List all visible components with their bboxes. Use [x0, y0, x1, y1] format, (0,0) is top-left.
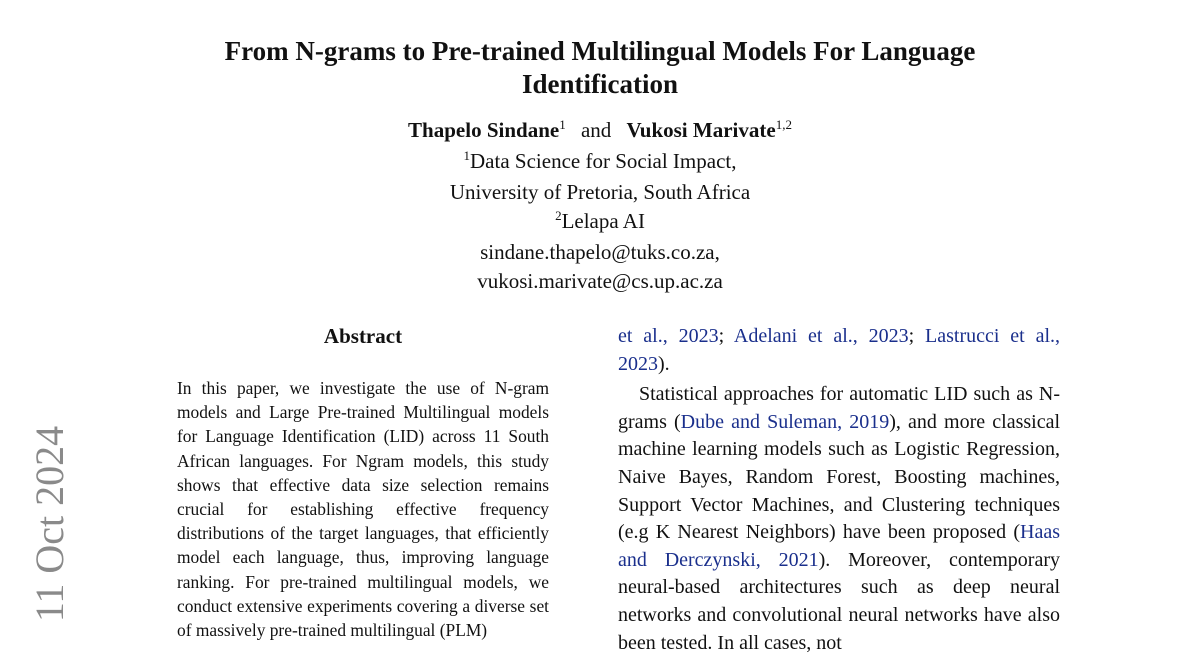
affiliation-line [300, 207, 900, 238]
author-block [300, 116, 900, 296]
author-superscript: 1,2 [775, 117, 792, 132]
abstract-heading: Abstract [323, 324, 403, 348]
affiliation-text: University of Pretoria, South Africa [449, 180, 751, 204]
affiliation-line [300, 178, 900, 207]
author-email [300, 238, 900, 267]
body-text: ). Moreover, contemporary neural-based architectures such as deep neural networks and convolutional neural networks have also been tested. In all cases, not [618, 548, 1061, 654]
citation-link[interactable]: Adelani et al., 2023 [733, 325, 909, 347]
affiliation-text: Lelapa AI [561, 209, 645, 233]
author-name: Vukosi Marivate [626, 118, 776, 142]
sentence-end: ). [658, 352, 670, 375]
margin-date-text: 11 Oct 2024 [27, 425, 72, 623]
body-paragraph [618, 323, 1060, 378]
abstract-text: In this paper, we investigate the use of N-gram models and Large Pre-trained Multilingual models for Language Identification (LID) across 11 South African languages. For Ngram models, this study shows that effective data size selection remains crucial for establishing effective frequency distributions of the target languages, that efficiently model each language, thus, improving language ranking. For pre-trained multilingual models, we conduct extensive experiments covering a diverse set of massively pre-trained multilingual (PLM) [177, 378, 549, 641]
author-line [300, 116, 900, 147]
body-paragraph [618, 381, 1060, 657]
arxiv-margin-date [27, 424, 73, 624]
body-text: ), and more classical machine learning models such as Logistic Regression, Naive Bayes, Random Forest, Boosting machines, Support Vector Machines, and Clustering techniques (e.g K Nearest Neighbors) have been proposed ( [618, 410, 1061, 544]
body-column-right [618, 323, 1060, 657]
citation-link[interactable]: Lastrucci et al., 2023 [618, 325, 1061, 375]
citation-link[interactable]: Dube and Suleman, 2019 [680, 410, 890, 433]
paper-title: From N-grams to Pre-trained Multilingual Models For Language Identification [224, 36, 976, 99]
affiliation-superscript: 2 [555, 208, 562, 223]
body-text: Statistical approaches for automatic LID such as N-grams ( [618, 383, 1060, 433]
author-superscript: 1 [559, 117, 566, 132]
email-text: vukosi.marivate@cs.up.ac.za [477, 269, 723, 293]
author-name: Thapelo Sindane [408, 118, 560, 142]
citation-separator: ; [718, 325, 734, 347]
citation-link[interactable]: et al., 2023 [618, 325, 719, 347]
author-conjunction: and [580, 118, 612, 142]
affiliation-superscript: 1 [463, 148, 471, 163]
citation-link[interactable]: Haas and Derczynski, 2021 [618, 521, 1060, 571]
affiliation-line [300, 147, 900, 178]
affiliation-text: Data Science for Social Impact, [470, 149, 737, 173]
citation-separator: ; [908, 325, 926, 347]
author-email [300, 267, 900, 296]
email-text: sindane.thapelo@tuks.co.za, [480, 240, 720, 264]
